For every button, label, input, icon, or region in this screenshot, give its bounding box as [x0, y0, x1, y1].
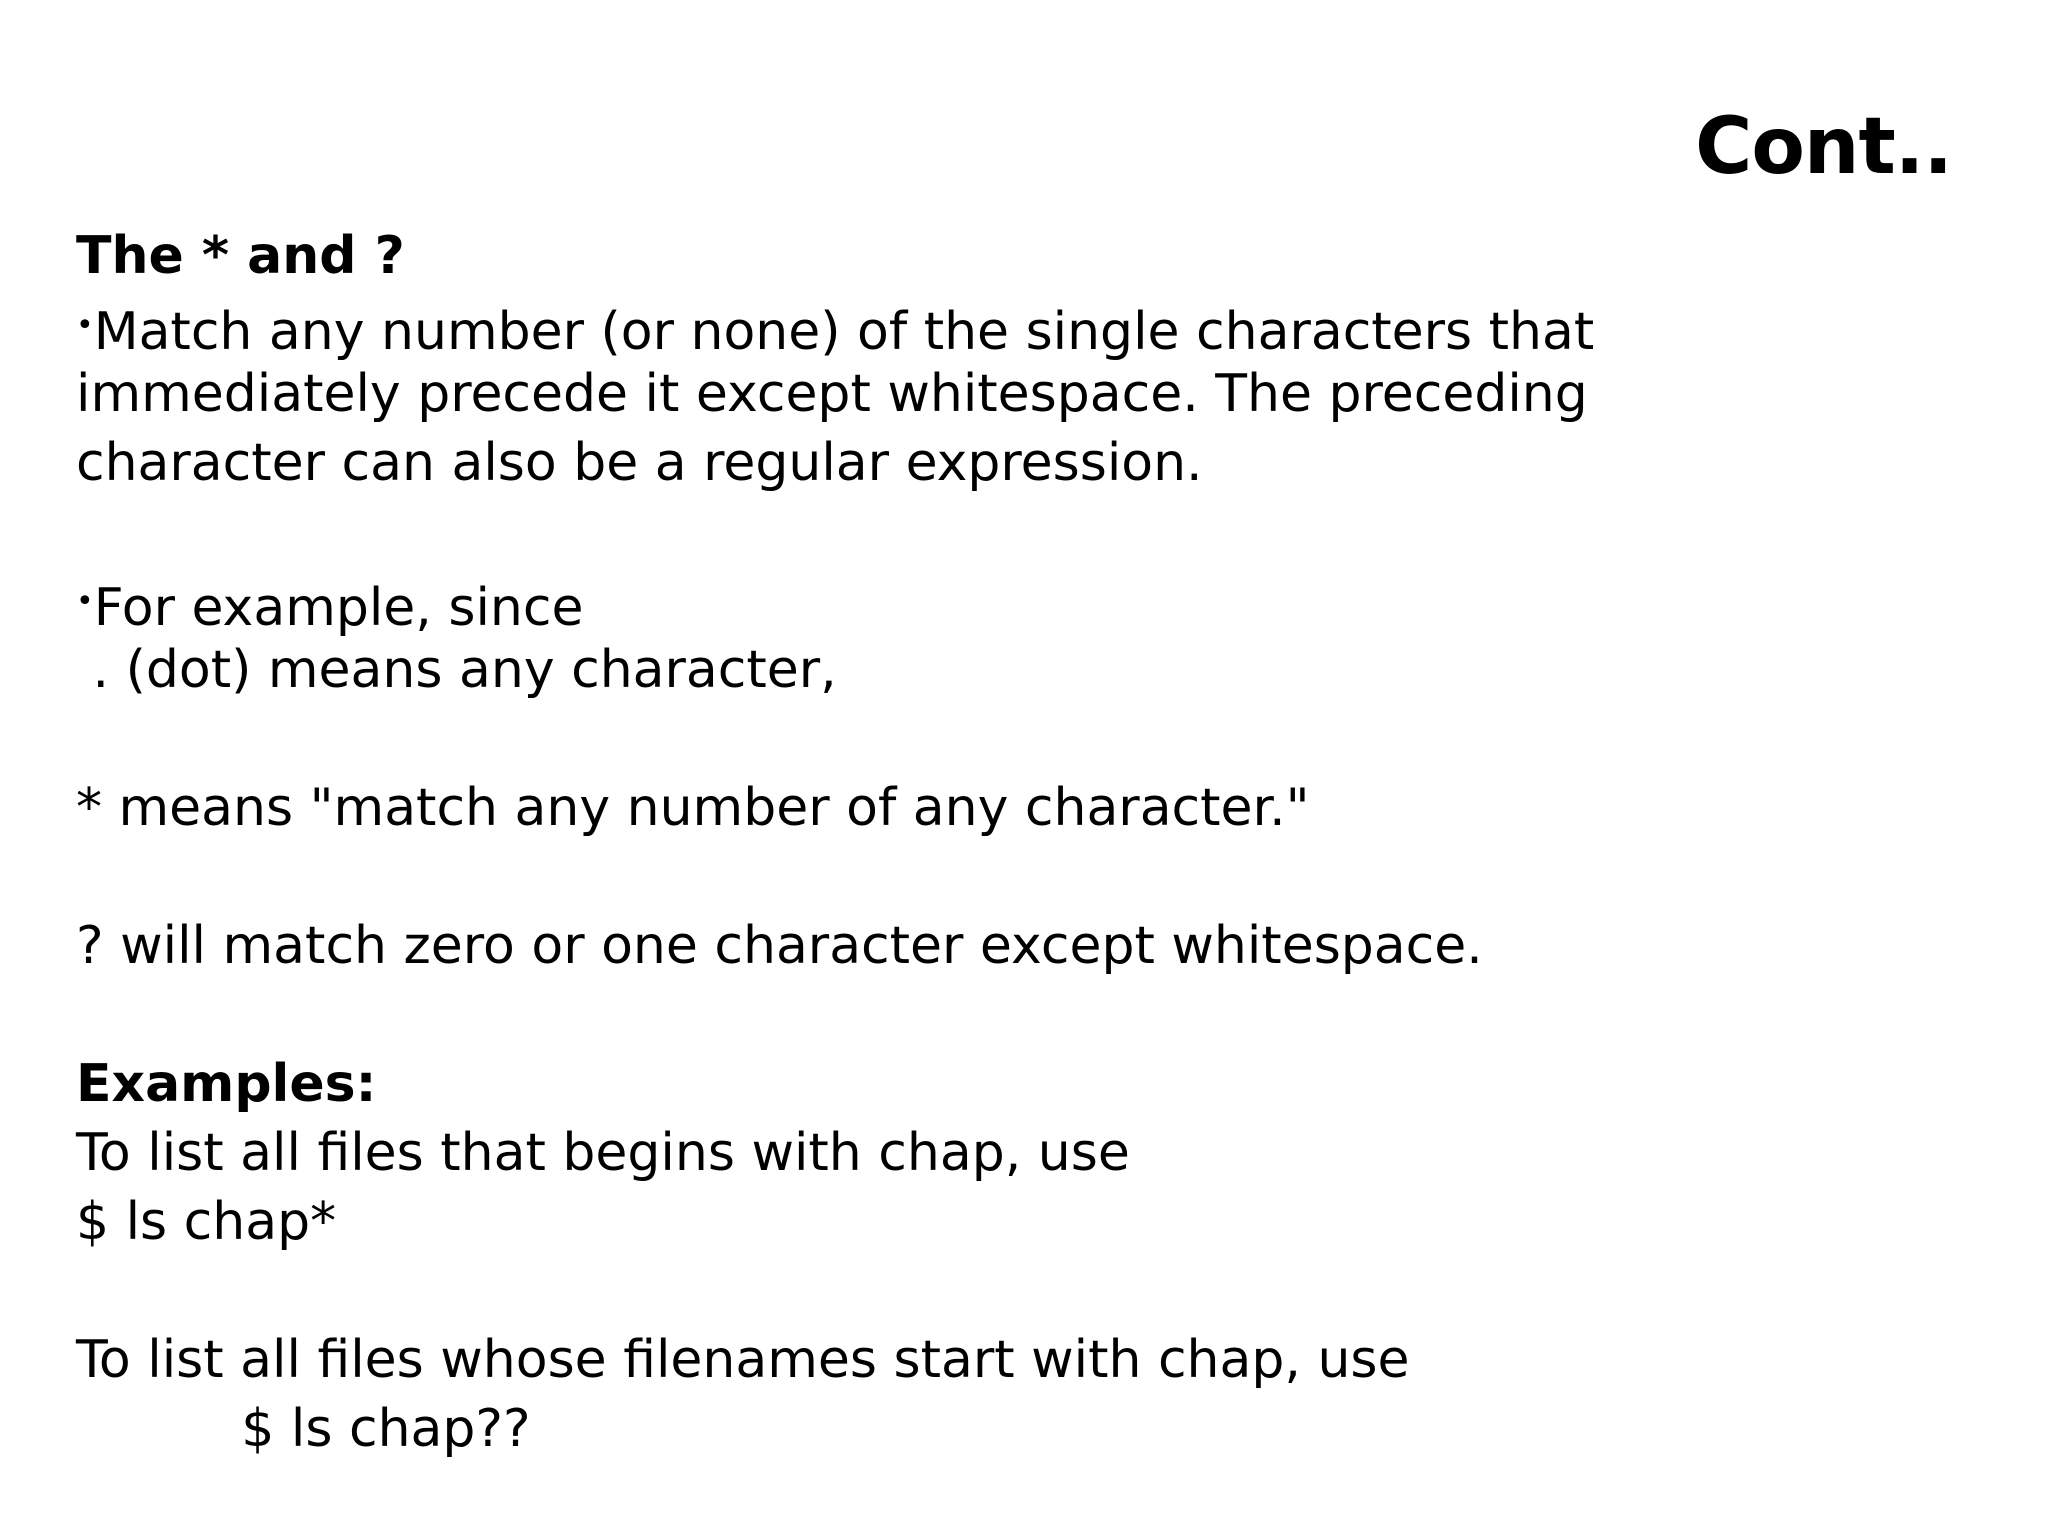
example-text: To list all files whose filenames start with chap, use: [76, 1330, 1410, 1390]
example-command: $ ls chap*: [76, 1192, 337, 1252]
paragraph-text: For example, since: [93, 578, 584, 638]
paragraph-text: character can also be a regular expression.: [76, 433, 1203, 493]
example-command: $ ls chap??: [76, 1399, 531, 1459]
bullet-line: [76, 291, 1976, 360]
bullet-icon: •: [76, 584, 94, 619]
example-text: To list all files that begins with chap, use: [76, 1123, 1130, 1183]
paragraph-text: . (dot) means any character,: [76, 640, 837, 700]
question-description: ? will match zero or one character except whitespace.: [76, 916, 1483, 976]
spacer: [76, 843, 1976, 912]
bullet-icon: •: [76, 308, 94, 343]
slide-body: [76, 222, 1976, 1464]
paragraph-text: immediately precede it except whitespace. The preceding: [76, 364, 1588, 424]
section-heading: The * and ?: [76, 226, 405, 286]
slide-title: Cont..: [1695, 102, 1952, 192]
spacer: [76, 705, 1976, 774]
spacer: [76, 1257, 1976, 1326]
star-description: * means "match any number of any character.": [76, 778, 1310, 838]
examples-heading: Examples:: [76, 1054, 377, 1114]
spacer: [76, 498, 1976, 567]
bullet-line: [76, 567, 1976, 636]
paragraph-text: Match any number (or none) of the single characters that: [93, 302, 1595, 362]
spacer: [76, 981, 1976, 1050]
